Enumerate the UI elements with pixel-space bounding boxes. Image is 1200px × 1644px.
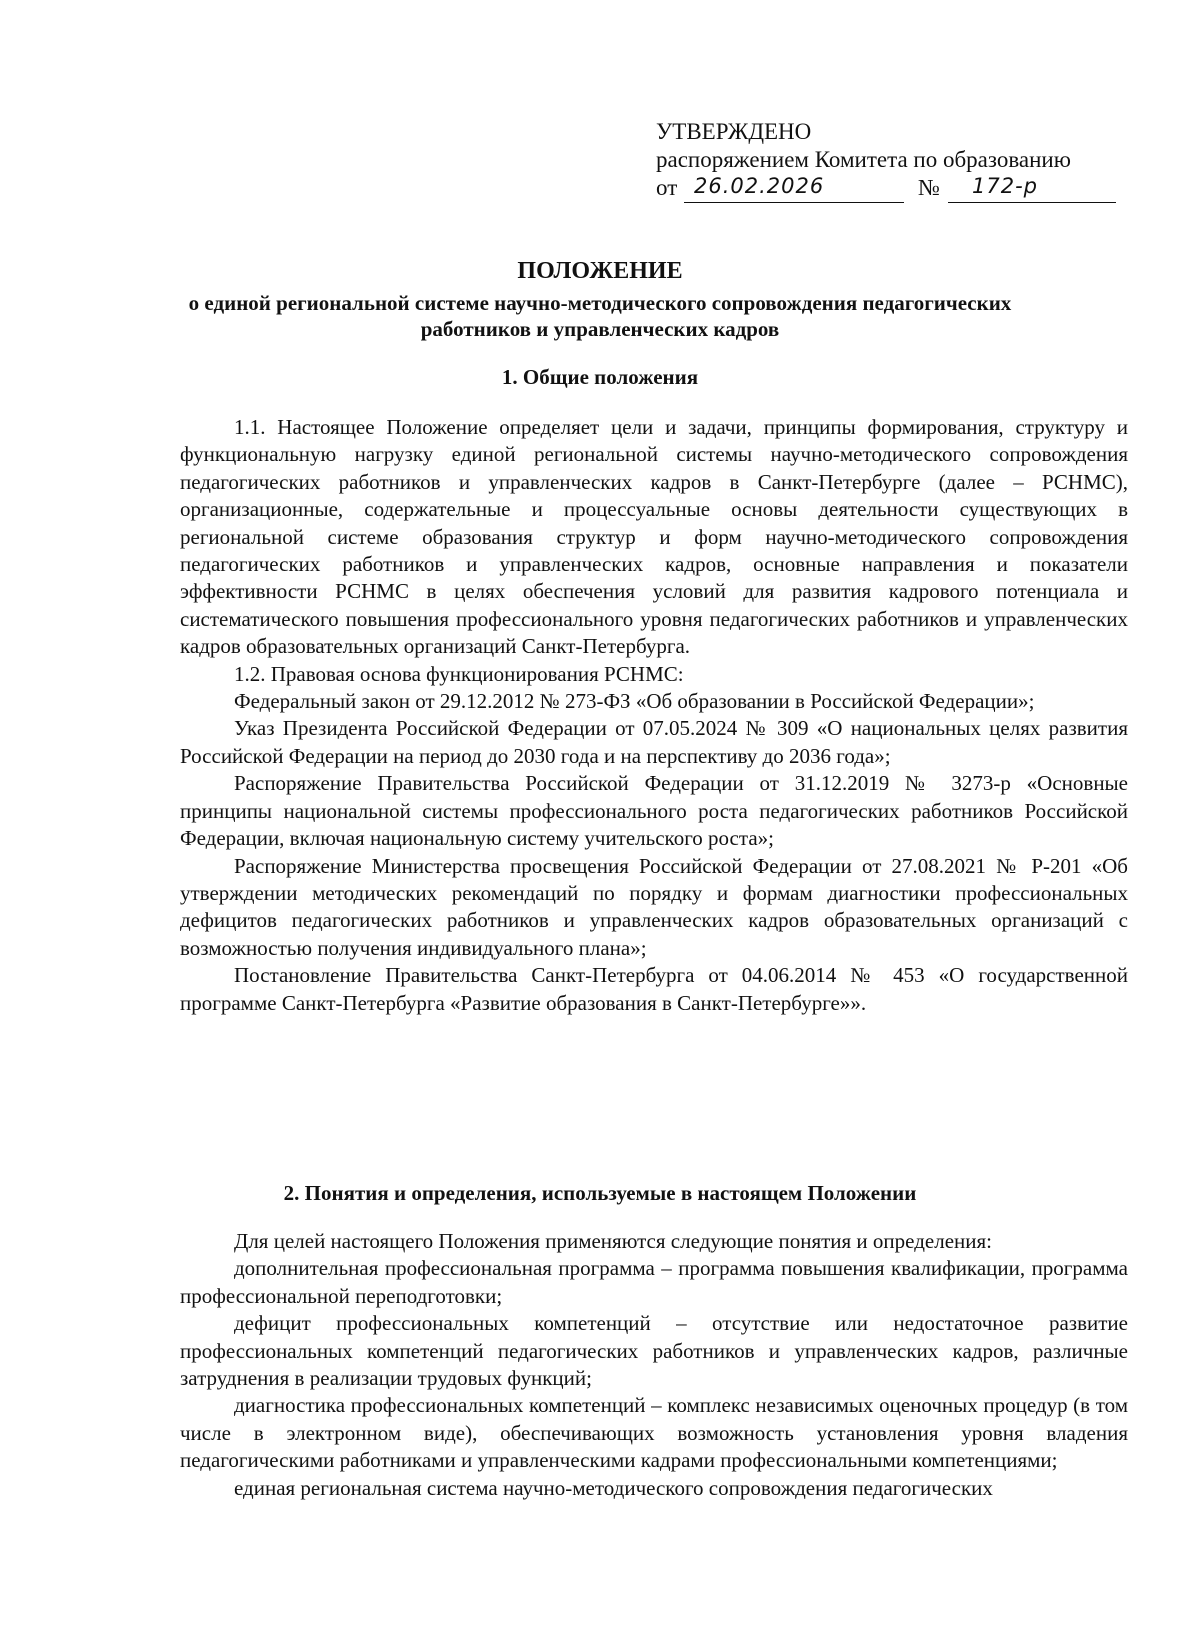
paragraph: 1.1. Настоящее Положение определяет цели и задачи, принципы формирования, структуру и функциональную нагрузку единой региональной системы научно-методического сопровождения педагогических работников и управленческих кадров в Санкт-Петербурге (далее – РСНМС), организационные, содержательные и процессуальные основы деятельности существующих в региональной системе образования структур и форм научно-методического сопровождения педагогических работников и управленческих кадров, основные направления и показатели эффективности РСНМС в целях обеспечения условий для развития кадрового потенциала и систематического повышения профессионального уровня педагогических работников и управленческих кадров образовательных организаций Санкт-Петербурга. bbox=[180, 415, 1128, 659]
section-2-body bbox=[180, 1228, 1128, 1502]
paragraph: Для целей настоящего Положения применяются следующие понятия и определения: bbox=[234, 1229, 992, 1253]
section-2-heading: 2. Понятия и определения, используемые в настоящем Положении bbox=[283, 1181, 917, 1205]
number-label: № bbox=[918, 175, 940, 200]
paragraph: Федеральный закон от 29.12.2012 № 273-ФЗ «Об образовании в Российской Федерации»; bbox=[234, 689, 1035, 714]
section-1-body bbox=[180, 414, 1128, 1017]
from-label: от bbox=[656, 175, 678, 200]
section-1-heading: 1. Общие положения bbox=[501, 365, 699, 389]
paragraph: диагностика профессиональных компетенций – комплекс независимых оценочных процедур (в том числе в электронном виде), обеспечивающих возможность установления уровня владения педагогическими работниками и управленческими кадрами профессиональными компетенциями; bbox=[180, 1393, 1128, 1473]
handwritten-date: 26.02.2026 bbox=[694, 174, 825, 198]
approval-date-number-row bbox=[656, 174, 1116, 206]
paragraph: дополнительная профессиональная программа – программа повышения квалификации, программа профессиональной переподготовки; bbox=[180, 1256, 1128, 1308]
paragraph: Указ Президента Российской Федерации от 07.05.2024 № 309 «О национальных целях развития Российской Федерации на период до 2030 года и на перспективу до 2036 года»; bbox=[180, 716, 1128, 768]
paragraph: 1.2. Правовая основа функционирования РСНМС: bbox=[234, 661, 684, 686]
document-title-block bbox=[160, 256, 1040, 342]
approval-stamp-block bbox=[656, 118, 1116, 206]
date-underline bbox=[684, 174, 904, 203]
paragraph: Постановление Правительства Санкт-Петербурга от 04.06.2014 № 453 «О государственной программе Санкт-Петербурга «Развитие образования в Санкт-Петербурге»». bbox=[180, 963, 1128, 1015]
paragraph: единая региональная система научно-методического сопровождения педагогических bbox=[234, 1475, 993, 1500]
approved-by-order: распоряжением Комитета по образованию bbox=[656, 147, 1071, 172]
paragraph: Распоряжение Правительства Российской Федерации от 31.12.2019 № 3273-р «Основные принципы национальной системы профессионального роста педагогических работников Российской Федерации, включая национальную систему учительского роста»; bbox=[180, 771, 1128, 851]
document-subtitle: о единой региональной системе научно-методического сопровождения педагогических работников и управленческих кадров bbox=[188, 291, 1012, 341]
handwritten-number: 172-р bbox=[972, 174, 1038, 198]
approved-label: УТВЕРЖДЕНО bbox=[656, 119, 812, 144]
paragraph: Распоряжение Министерства просвещения Российской Федерации от 27.08.2021 № Р-201 «Об утверждении методических рекомендаций по порядку и формам диагностики профессиональных дефицитов педагогических работников и управленческих кадров образовательных организаций с возможностью получения индивидуального плана»; bbox=[180, 853, 1128, 960]
number-underline bbox=[948, 174, 1116, 203]
document-title: ПОЛОЖЕНИЕ bbox=[517, 258, 683, 284]
paragraph: дефицит профессиональных компетенций – отсутствие или недостаточное развитие профессиональных компетенций педагогических работников и управленческих кадров, различные затруднения в реализации трудовых функций; bbox=[180, 1311, 1128, 1391]
